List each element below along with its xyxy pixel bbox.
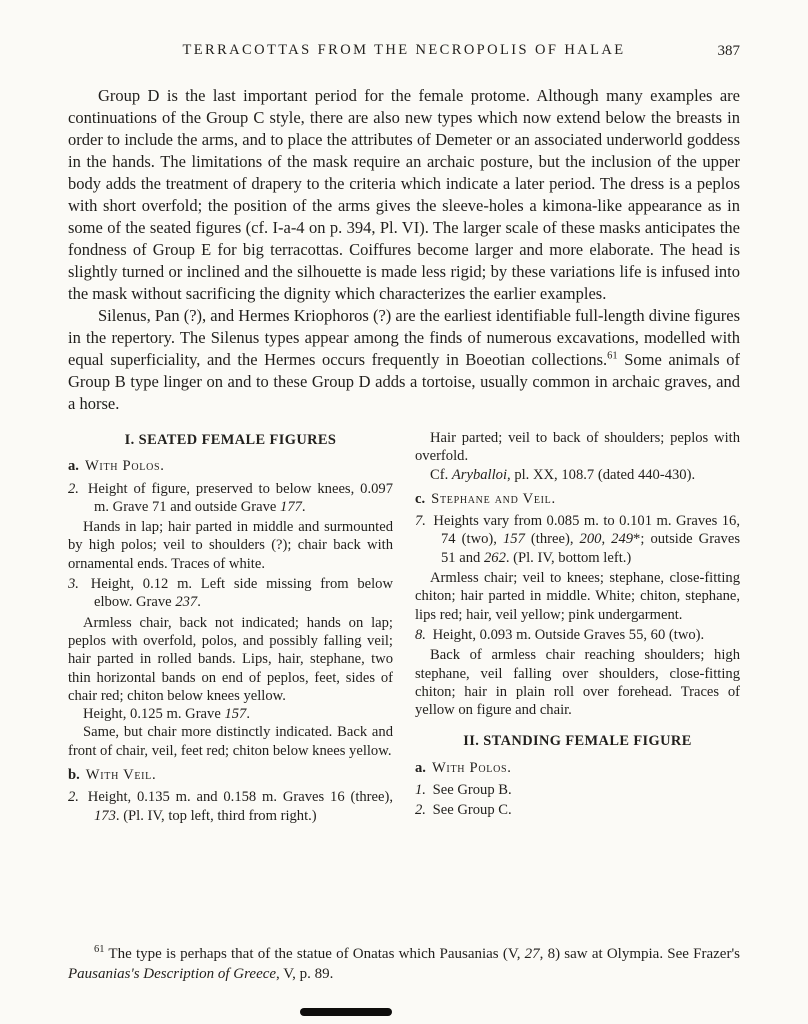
item-number: 1. xyxy=(415,782,426,799)
category-title: With Veil. xyxy=(85,767,157,784)
paragraph: Armless chair, back not indicated; hands on lap; peplos with overfold, polos, and possibly falling veil; hair parted in rolled bands. Lips, hair, stephane, two thin horizontal bands on end of peplos, feet, sides of chair red; chiton below knees yellow. xyxy=(68,614,393,704)
catalog-item: 8. Height, 0.093 m. Outside Graves 55, 60 (two). xyxy=(415,626,705,643)
category-letter: a. xyxy=(68,458,79,475)
left-column xyxy=(68,429,393,827)
category-letter: b. xyxy=(68,767,80,784)
running-head: TERRACOTTAS FROM THE NECROPOLIS OF HALAE xyxy=(182,42,626,58)
category-label xyxy=(415,490,740,508)
section-heading: II. STANDING FEMALE FIGURE xyxy=(463,733,692,750)
intro-section xyxy=(68,85,740,415)
item-number: 2. xyxy=(68,480,79,497)
catalog-item: 7. Heights vary from 0.085 m. to 0.101 m. Graves 16, 74 (two), 157 (three), 200, 249*; outside Graves 51 and 262. (Pl. IV, bottom left.) xyxy=(415,513,741,566)
page-header xyxy=(68,42,740,62)
category-label xyxy=(68,457,393,475)
section-heading: I. SEATED FEMALE FIGURES xyxy=(124,432,337,448)
category-title: Stephane and Veil. xyxy=(431,490,556,507)
item-number: 8. xyxy=(415,626,426,643)
category-letter: a. xyxy=(415,759,426,776)
paragraph: Same, but chair more distinctly indicated. Back and front of chair, veil, feet red; chiton below knees yellow. xyxy=(68,724,393,759)
paragraph: Back of armless chair reaching shoulders; high stephane, veil falling over shoulders, close-fitting chiton; hair in plain roll over forehead. Traces of yellow on figure and chair. xyxy=(415,647,740,719)
item-number: 7. xyxy=(415,513,426,530)
paragraph: Hair parted; veil to back of shoulders; peplos with overfold. xyxy=(415,430,740,465)
paragraph: Cf. Aryballoi, pl. XX, 108.7 (dated 440-430). xyxy=(430,466,696,483)
page-number: 387 xyxy=(717,43,740,59)
footnote: $^{61}$ The type is perhaps that of the statue of Onatas which Pausanias (V, 27, 8) saw at Olympia. See Frazer's Pausanias's Description of Greece, V, p. 89. xyxy=(68,944,740,982)
category-title: With Polos. xyxy=(84,458,165,475)
category-title: With Polos. xyxy=(431,759,512,776)
catalog-item: 2. Height of figure, preserved to below knees, 0.097 m. Grave 71 and outside Grave 177. xyxy=(68,480,393,515)
category-letter: c. xyxy=(415,490,426,507)
right-column xyxy=(415,429,740,827)
category-label xyxy=(415,759,740,777)
item-number: 2. xyxy=(68,789,79,806)
paragraph: Height, 0.125 m. Grave 157. xyxy=(83,706,250,723)
item-number: 2. xyxy=(415,802,426,819)
two-column-section xyxy=(68,429,740,827)
item-number: 3. xyxy=(68,576,79,593)
category-label xyxy=(68,766,393,784)
paragraph: Hands in lap; hair parted in middle and surmounted by high polos; veil to shoulders (?); chair back with ornamental ends. Traces of white. xyxy=(68,519,393,572)
catalog-item: 3. Height, 0.12 m. Left side missing from below elbow. Grave 237. xyxy=(68,576,393,611)
paragraph: Silenus, Pan (?), and Hermes Kriophoros (?) are the earliest identifiable full-length divine figures in the repertory. The Silenus types appear among the finds of numerous excavations, modelled with equal superficiality, and the Hermes occurs frequently in Boeotian collections.$^{61}$ Some animals of Group B type linger on and to these Group D adds a tortoise, usually common in archaic graves, and a horse. xyxy=(68,306,740,413)
paragraph: Armless chair; veil to knees; stephane, close-fitting chiton; hair parted in middle. White; chiton, stephane, lips red; hair, veil yellow; pink undergarment. xyxy=(415,570,740,623)
catalog-item: 1. See Group B. xyxy=(415,782,512,799)
paragraph: Group D is the last important period for the female protome. Although many examples are continuations of the Group C style, there are also new types which now extend below the breasts in order to include the arms, and to place the attributes of Demeter or an associated underworld goddess in the hands. The limitations of the mask require an archaic posture, but the inclusion of the upper body adds the treatment of drapery to the criteria which indicate a later period. The dress is a peplos with short overfold; the position of the arms gives the sleeve-holes a kimona-like appearance as in some of the seated figures (cf. I-a-4 on p. 394, Pl. VI). The larger scale of these masks anticipates the fondness of Group E for big terracottas. Coiffures become larger and more elaborate. The head is slightly turned or inclined and the silhouette is made less rigid; by these variations life is infused into the mask without sacrificing the dignity which characterizes the earlier examples. xyxy=(68,86,740,303)
catalog-item: 2. Height, 0.135 m. and 0.158 m. Graves 16 (three), 173. (Pl. IV, top left, third from right.) xyxy=(68,789,393,824)
scan-artifact xyxy=(300,1008,392,1016)
catalog-item: 2. See Group C. xyxy=(415,802,512,819)
